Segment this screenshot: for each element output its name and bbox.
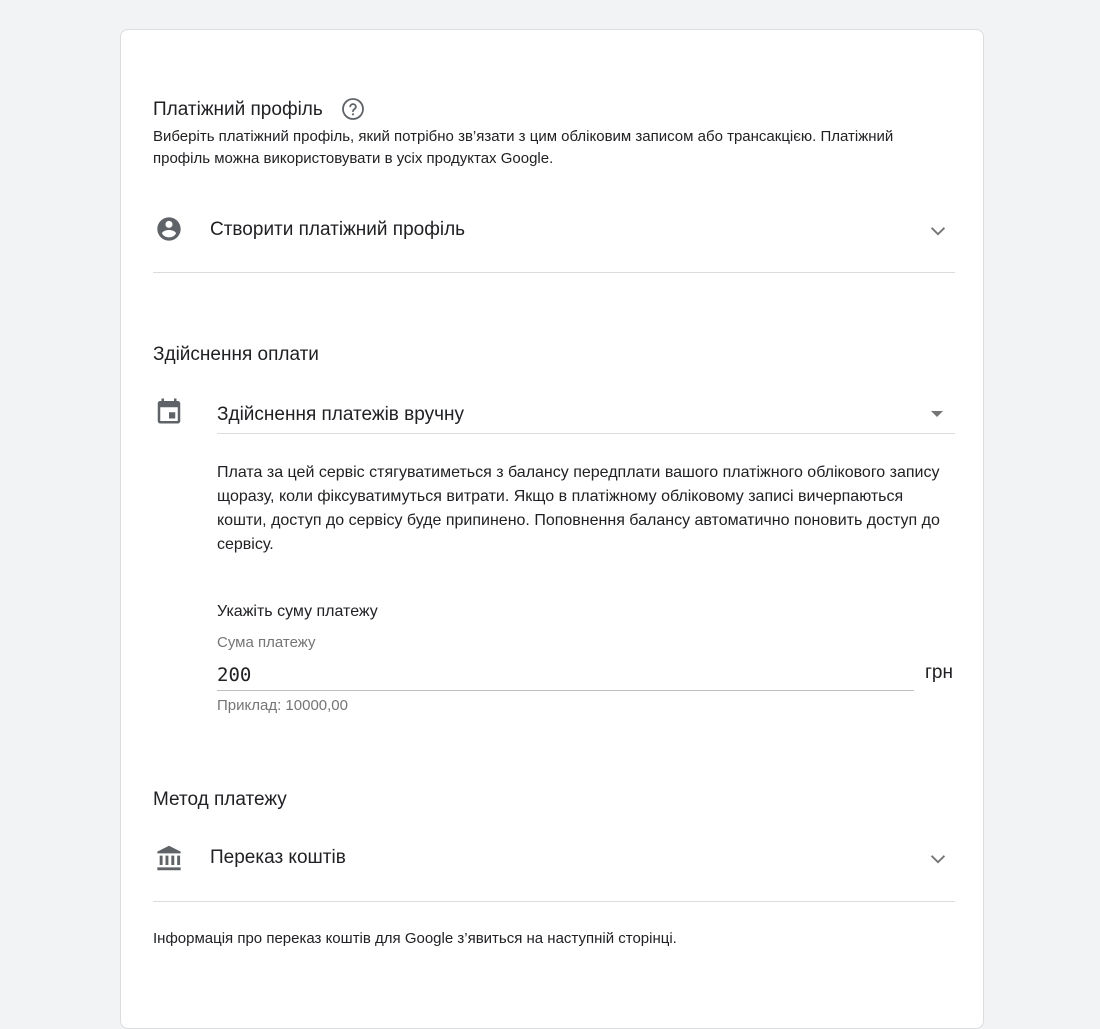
payment-info-text: Плата за цей сервіс стягуватиметься з балансу передплати вашого платіжного облікового запису щоразу, коли фіксуватимуться витрати. Якщо в платіжному обліковому записі вичерпаються кошти, доступ до сервісу буде припинено. Поповнення балансу автоматично поновить доступ до сервісу.	[217, 464, 940, 553]
divider	[153, 272, 955, 273]
account-circle-icon	[155, 215, 183, 243]
amount-input-underline	[217, 690, 914, 691]
dropdown-underline	[217, 433, 955, 434]
amount-input[interactable]	[217, 660, 907, 690]
payment-profile-description: Виберіть платіжний профіль, який потрібно зв’язати з цим обліковим записом або трансакцією. Платіжний профіль можна використовувати в усіх продуктах Google.	[153, 128, 894, 167]
payment-method-title: Метод платежу	[153, 789, 287, 810]
help-circle-icon[interactable]	[341, 97, 365, 126]
calendar-icon	[154, 396, 184, 426]
payment-setup-title: Здійснення оплати	[153, 344, 319, 365]
payment-type-value: Здійснення платежів вручну	[217, 404, 465, 425]
bank-icon	[155, 844, 183, 872]
payment-method-selector[interactable]	[153, 820, 955, 902]
payment-type-dropdown[interactable]	[217, 392, 955, 434]
payment-profile-selector[interactable]	[153, 192, 955, 273]
payment-profile-selector-label: Створити платіжний профіль	[210, 219, 466, 240]
currency-label: грн	[925, 662, 953, 683]
payment-profile-title: Платіжний профіль	[153, 99, 323, 120]
payment-method-selector-label: Переказ коштів	[210, 847, 346, 868]
amount-field-label: Сума платежу	[217, 634, 316, 651]
chevron-down-icon	[927, 848, 949, 870]
payment-method-note: Інформація про переказ коштів для Google з’явиться на наступній сторінці.	[153, 930, 677, 947]
amount-hint: Приклад: 10000,00	[217, 697, 348, 714]
chevron-down-icon	[927, 220, 949, 242]
dropdown-arrow-icon	[929, 409, 945, 419]
amount-heading: Укажіть суму платежу	[217, 603, 378, 620]
billing-card	[120, 29, 984, 1029]
divider	[153, 901, 955, 902]
